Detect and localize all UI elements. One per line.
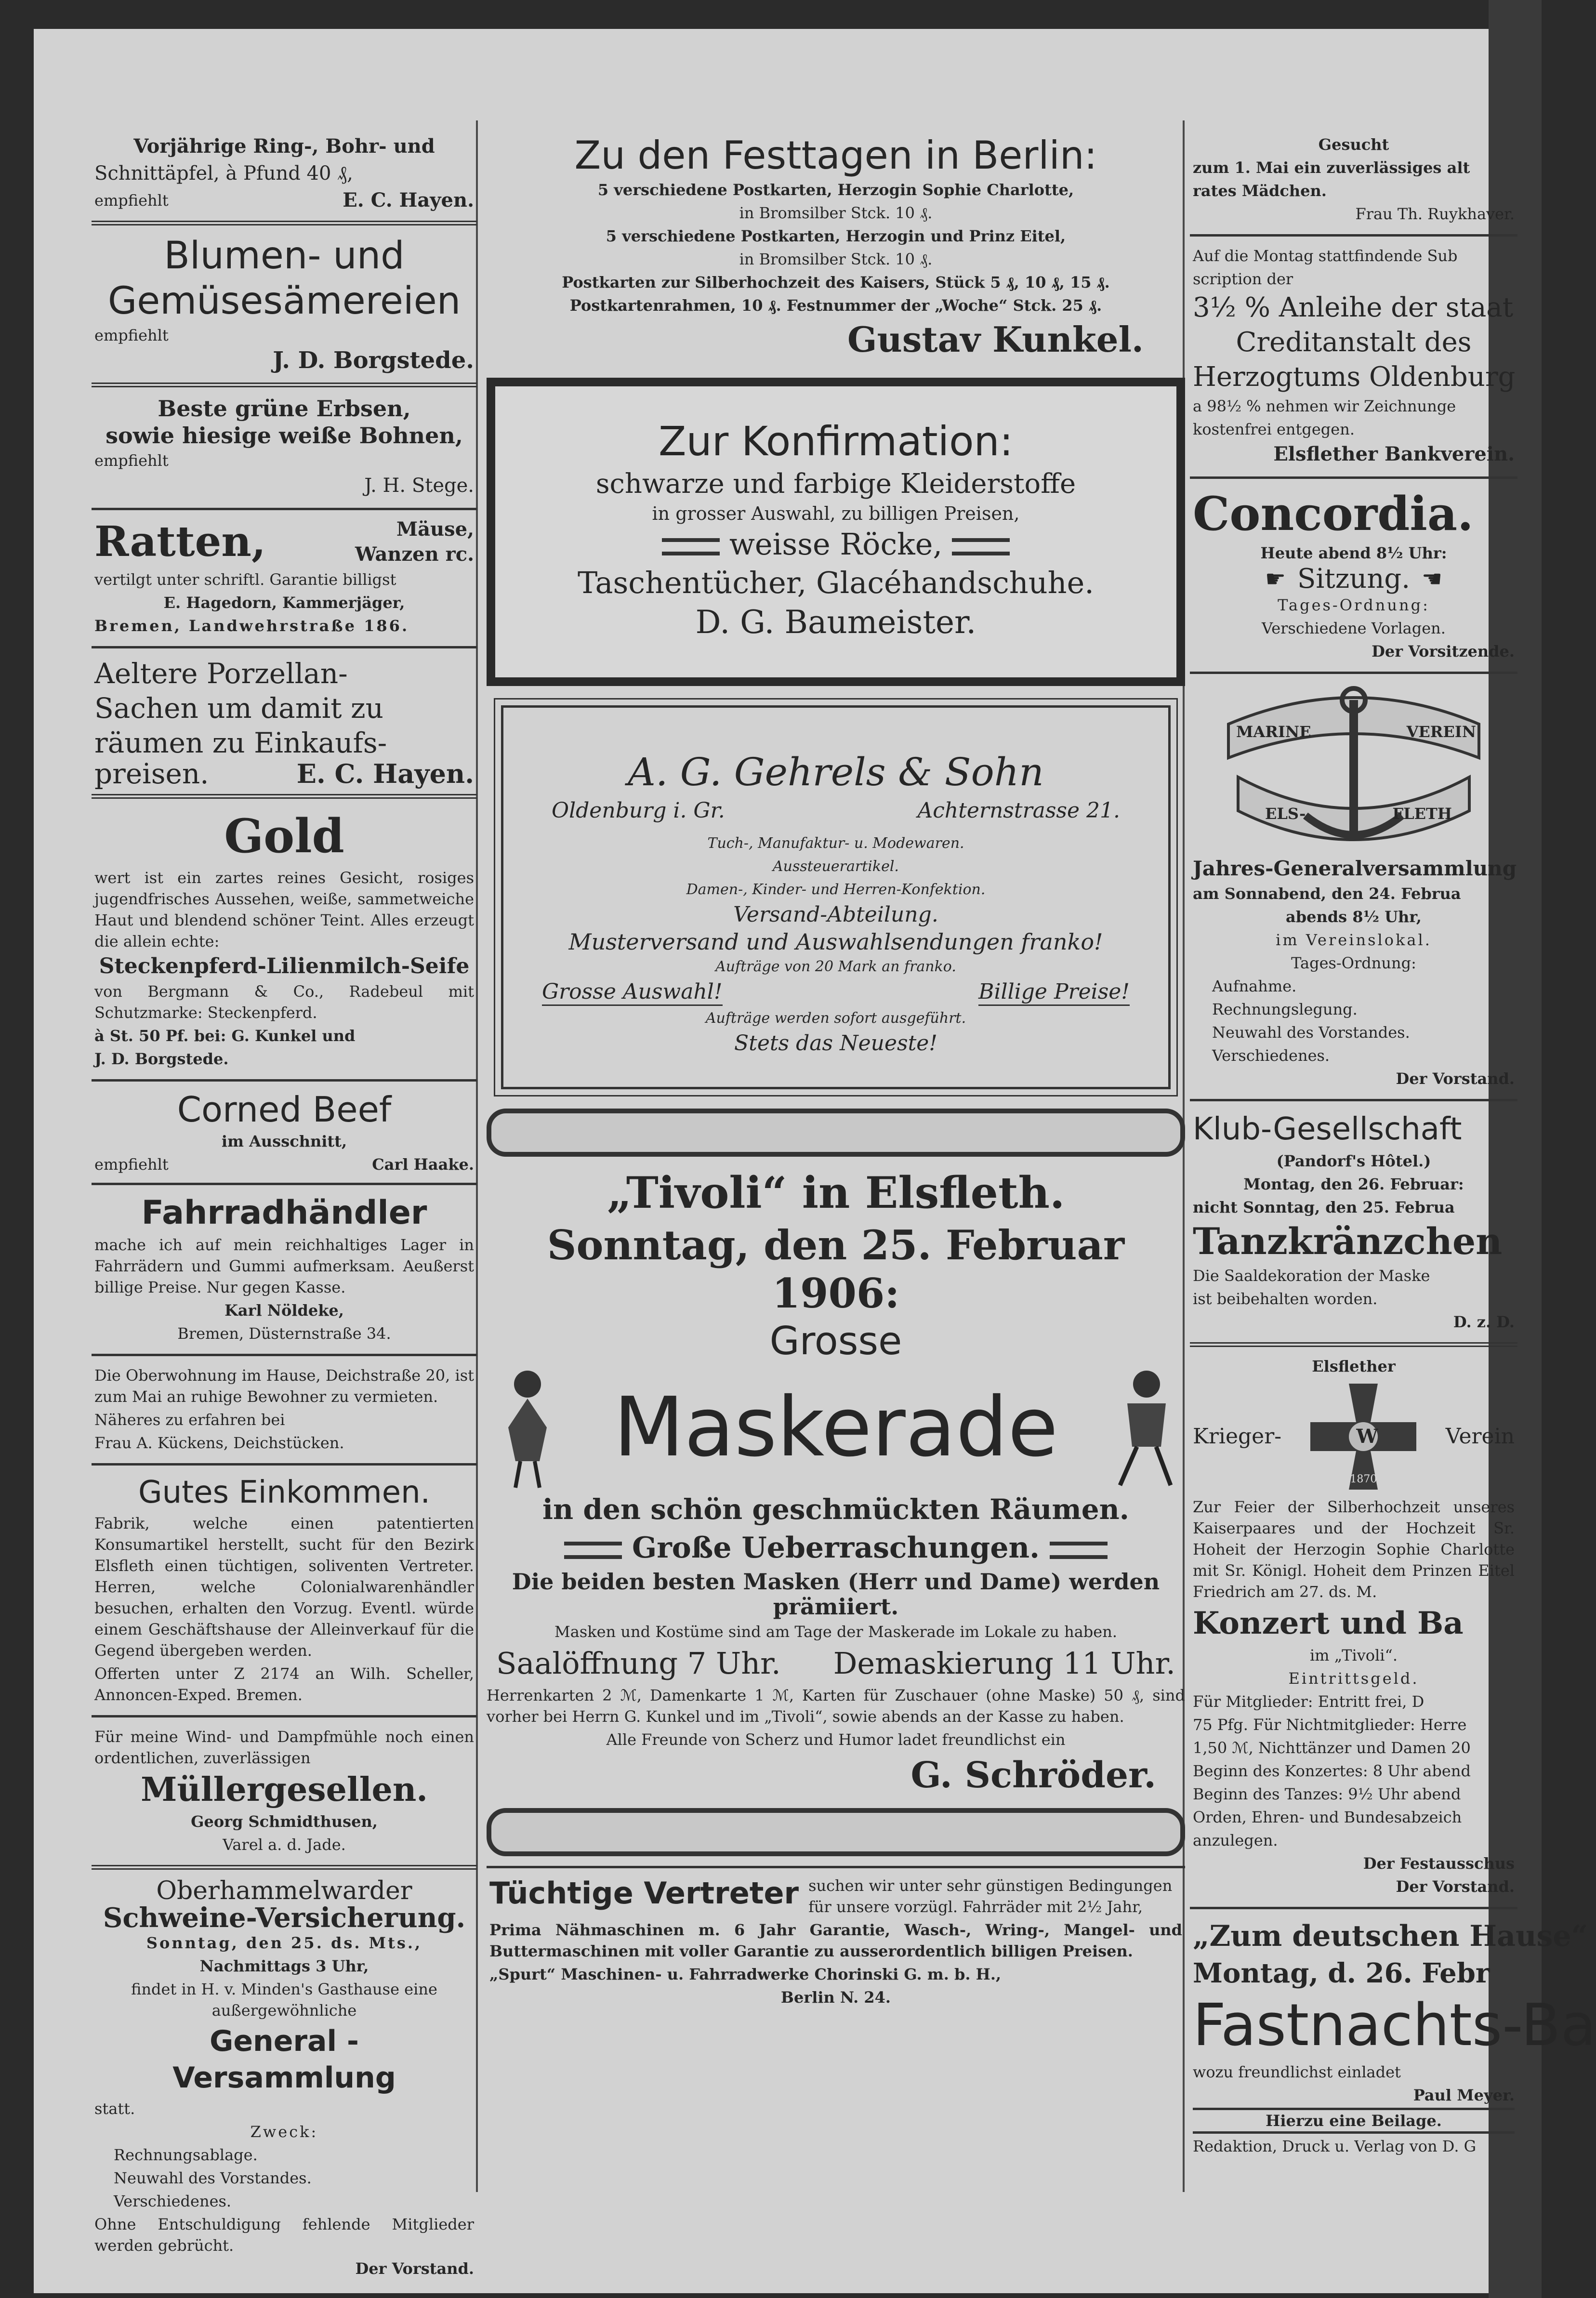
ad-gold-soap (92, 799, 477, 1082)
ad-headline: Oberhammelwarder (156, 1876, 412, 1905)
ad-line: rates Mädchen. (1193, 182, 1327, 200)
ad-text: Ohne Entschuldigung fehlende Mitglieder werden gebrücht. (94, 2215, 474, 2255)
ad-line: Sachen um damit zu (94, 692, 383, 725)
ad-corned-beef (92, 1082, 477, 1185)
ad-line: in den schön geschmückten Räumen. (542, 1493, 1129, 1526)
ad-porcelain (92, 648, 477, 799)
ad-headline: Jahres-Generalversammlung (1193, 857, 1517, 880)
ad-signature: Der Vorstand. (1396, 1070, 1515, 1088)
ad-headline: Fastnachts-Ba (1193, 1992, 1596, 2059)
divider (564, 1542, 622, 1559)
ad-line: zum 1. Mai ein zuverlässiges alt (1193, 158, 1470, 177)
ad-line: suchen wir unter sehr günstigen Bedingungen für unsere vorzügl. Fahrräder mit 2½ Jahr, (808, 1876, 1173, 1916)
column-right (1190, 125, 1596, 2166)
ad-line: wozu freundlichst einladet (1193, 2063, 1401, 2081)
ad-seeds (92, 225, 477, 387)
ad-line: vertilgt unter schriftl. Garantie billigst (94, 570, 396, 589)
ad-line: Für Mitglieder: Entritt frei, D (1193, 1692, 1425, 1711)
ad-line: findet in H. v. Minden's Gasthause eine außergewöhnliche (131, 1980, 437, 2020)
ad-headline: Zur Konfirmation: (658, 418, 1014, 465)
ad-gehrels-frame (501, 705, 1171, 1089)
ad-text: mache ich auf mein reichhaltiges Lager in Fahrrädern und Gummi aufmerksam. Aeußerst billige Preise. Nur gegen Kasse. (94, 1236, 474, 1296)
ad-line: Billige Preise! (978, 979, 1130, 1006)
ad-text: Frau A. Kückens, Deichstücken. (94, 1434, 344, 1452)
imprint: Redaktion, Druck u. Verlag von D. G (1193, 2137, 1477, 2155)
ad-headline: Herzogtums Oldenburg (1193, 361, 1516, 393)
ad-headline: Corned Beef (177, 1089, 392, 1130)
ad-confirmation-frame (487, 378, 1185, 686)
ad-headline: Klub-Gesellschaft (1193, 1111, 1462, 1147)
ad-line: Versand-Abteilung. (733, 902, 938, 927)
ad-item: Neuwahl des Vorstandes. (1212, 1023, 1410, 1042)
pointing-hand-icon: ☛ (1265, 566, 1286, 593)
ad-line: Taschentücher, Glacéhandschuhe. (577, 565, 1094, 600)
ad-line: Hierzu eine Beilage. (1193, 2108, 1515, 2134)
ad-headline: Tüchtige Vertreter (489, 1875, 799, 1911)
ad-item: Neuwahl des Vorstandes. (114, 2169, 312, 2187)
ad-line: Montag, den 26. Februar: (1243, 1175, 1464, 1193)
ad-text: Herrenkarten 2 ℳ, Damenkarte 1 ℳ, Karten für Zuschauer (ohne Maske) 50 ₰, sind vorher bei Herrn G. Kunkel und im „Tivoli“, sowie abends an der Kasse zu haben. (487, 1686, 1185, 1726)
ad-klub-gesellschaft (1190, 1101, 1517, 1347)
ad-line: Beginn des Tanzes: 9½ Uhr abend (1193, 1785, 1461, 1803)
ad-line: Postkartenrahmen, 10 ₰. Festnummer der „Woche“ Stck. 25 ₰. (569, 296, 1102, 315)
ad-line: Beginn des Konzertes: 8 Uhr abend (1193, 1762, 1471, 1780)
ad-concordia (1190, 479, 1517, 674)
ad-line: in grosser Auswahl, zu billigen Preisen, (652, 503, 1020, 524)
ad-line: kostenfrei entgegen. (1193, 420, 1355, 438)
ad-line: Eintrittsgeld. (1288, 1669, 1419, 1688)
ad-line: Varel a. d. Jade. (223, 1836, 346, 1854)
scroll-banner-bottom (487, 1808, 1185, 1856)
emblem-label: W (1356, 1425, 1378, 1448)
divider (662, 538, 720, 555)
ad-headline: Creditanstalt des (1236, 327, 1472, 358)
ad-headline: „Tivoli“ in Elsfleth. (607, 1167, 1065, 1218)
ad-signature: Karl Nöldeke, (224, 1301, 344, 1320)
jester-illustration-icon (1108, 1365, 1180, 1490)
ad-signature: J. H. Stege. (364, 475, 474, 497)
ad-headline: Gemüsesämereien (107, 279, 461, 323)
ad-line: Auf die Montag stattfindende Sub (1193, 247, 1458, 265)
ad-line: Achternstrasse 21. (917, 798, 1120, 823)
ad-line: im „Tivoli“. (1309, 1646, 1398, 1664)
ad-line: räumen zu Einkaufs- (94, 726, 387, 759)
ad-peas (92, 387, 477, 510)
ad-representatives (487, 1866, 1185, 2018)
ad-text: Offerten unter Z 2174 an Wilh. Scheller, Annoncen-Exped. Bremen. (94, 1664, 474, 1704)
ad-line: empfiehlt (94, 451, 169, 470)
ad-line: in Bromsilber Stck. 10 ₰. (739, 250, 933, 268)
ad-line: empfiehlt (94, 326, 169, 344)
ad-line: Die beiden besten Masken (Herr und Dame) werden prämiiert. (512, 1569, 1160, 1620)
ad-text: J. D. Borgstede. (94, 1050, 229, 1068)
ad-line: empfiehlt (94, 1155, 169, 1174)
ad-text: Die Oberwohnung im Hause, Deichstraße 20, ist zum Mai an ruhige Bewohner zu vermieten. (94, 1366, 474, 1406)
ad-maid-wanted (1190, 125, 1517, 237)
ad-line: Stets das Neueste! (734, 1031, 937, 1056)
ad-krieger-verein (1190, 1347, 1517, 1909)
ad-line: Damen-, Kinder- und Herren-Konfektion. (686, 881, 986, 898)
ad-signature: Der Vorsitzende. (1372, 642, 1515, 660)
ad-line: ist beibehalten worden. (1193, 1290, 1378, 1308)
ad-headline: Fahrradhändler (141, 1194, 427, 1232)
ad-headline: General - Versammlung (172, 2024, 396, 2095)
krieger-verein-emblem (1193, 1379, 1515, 1494)
ad-item: Rechnungslegung. (1212, 1000, 1358, 1018)
ad-text: à St. 50 Pf. bei: G. Kunkel und (94, 1027, 356, 1045)
ad-line: Sonntag, den 25. ds. Mts., (146, 1934, 422, 1952)
ad-berlin-postcards (487, 125, 1185, 371)
ad-line: im Vereinslokal. (1276, 931, 1432, 949)
ad-headline: „Zum deutschen Hause“ (1193, 1919, 1588, 1953)
ad-line: Die Saaldekoration der Maske (1193, 1267, 1430, 1285)
ad-text: von Bergmann & Co., Radebeul mit Schutzmarke: Steckenpferd. (94, 982, 474, 1022)
ad-signature: Georg Schmidthusen, (191, 1812, 378, 1831)
ad-signature: D. G. Baumeister. (695, 604, 976, 641)
pointing-hand-icon: ☚ (1422, 566, 1443, 593)
ad-headline: Sitzung. (1297, 563, 1411, 594)
ad-line: Masken und Kostüme sind am Tage der Maskerade im Lokale zu haben. (554, 1623, 1117, 1641)
ad-line: Bremen, Landwehrstraße 186. (94, 617, 409, 635)
ad-headline: Steckenpferd-Lilienmilch-Seife (99, 954, 470, 978)
ad-line: statt. (94, 2100, 135, 2118)
emblem-label: Verein (1445, 1424, 1515, 1449)
emblem-label: VEREIN (1406, 723, 1476, 741)
ad-headline: Ratten, (94, 517, 266, 566)
ad-line: Aufträge werden sofort ausgeführt. (705, 1010, 966, 1027)
ad-line: empfiehlt (94, 191, 169, 210)
ad-line: in Bromsilber Stck. 10 ₰. (739, 204, 933, 222)
ad-line: Verschiedene Vorlagen. (1262, 619, 1446, 637)
ad-headline: Gold (224, 809, 344, 863)
ad-headline: Maskerade (613, 1380, 1058, 1475)
ad-line: Aufträge von 20 Mark an franko. (715, 958, 956, 975)
ad-headline: Zu den Festtagen in Berlin: (574, 133, 1097, 178)
ad-line: preisen. (94, 757, 209, 790)
ad-line: Montag, d. 26. Febr (1193, 1957, 1490, 1989)
ad-line: Frau Th. Ruykhaver. (1355, 205, 1515, 223)
ad-line: Demaskierung 11 Uhr. (833, 1646, 1175, 1681)
ad-line: Schnittäpfel, à Pfund 40 ₰, (94, 162, 353, 185)
ad-headline: Grosse (769, 1319, 902, 1363)
ad-signature: Elsflether Bankverein. (1273, 443, 1515, 465)
ad-line: Oldenburg i. Gr. (552, 798, 725, 823)
ad-bicycles (92, 1185, 477, 1356)
ad-line: Aussteuerartikel. (773, 858, 899, 875)
ad-deutsches-haus (1190, 1909, 1596, 2166)
ad-line: schwarze und farbige Kleiderstoffe (595, 468, 1076, 500)
ad-line: 75 Pfg. Für Nichtmitglieder: Herre (1193, 1716, 1467, 1734)
ad-line: nicht Sonntag, den 25. Februa (1193, 1198, 1455, 1216)
ad-item: Verschiedenes. (114, 2192, 232, 2210)
ad-miller (92, 1717, 477, 1870)
ad-line: Bremen, Düsternstraße 34. (177, 1324, 391, 1343)
emblem-label: MARINE (1236, 723, 1311, 741)
divider (952, 538, 1010, 555)
ad-line: am Sonnabend, den 24. Februa (1193, 885, 1461, 903)
ad-text: Zur Feier der Silberhochzeit unseres Kaiserpaares und der Hochzeit Sr. Hoheit der Herzogin Sophie Charlotte mit Sr. Königl. Hoheit dem Prinzen Eitel Friedrich am 27. ds. M. (1193, 1498, 1515, 1601)
ad-line: anzulegen. (1193, 1831, 1278, 1849)
ad-line: scription der (1193, 270, 1293, 288)
scroll-banner-top (487, 1109, 1185, 1157)
ad-signature: Carl Haake. (372, 1155, 474, 1174)
ad-apples (92, 125, 477, 225)
ad-line: Heute abend 8½ Uhr: (1260, 544, 1447, 562)
ad-line: Orden, Ehren- und Bundesabzeich (1193, 1808, 1462, 1826)
anchor-emblem-icon (1209, 681, 1498, 854)
ad-headline: Schweine-Versicherung. (103, 1902, 466, 1934)
ad-signature: E. C. Hayen. (296, 758, 474, 789)
ad-headline: Tanzkränzchen (1193, 1220, 1503, 1263)
ad-line: Vorjährige Ring-, Bohr- und (133, 135, 435, 158)
ad-headline: A. G. Gehrels & Sohn (628, 750, 1044, 794)
ad-loan (1190, 237, 1517, 479)
ad-text: Für meine Wind- und Dampfmühle noch einen ordentlichen, zuverlässigen (94, 1728, 474, 1767)
ad-line: weisse Röcke, (729, 527, 943, 562)
ad-tivoli-masquerade (487, 1166, 1185, 1798)
divider (1050, 1542, 1108, 1559)
ad-item: Verschiedenes. (1212, 1046, 1330, 1065)
ad-headline: Große Ueberraschungen. (632, 1531, 1040, 1565)
ad-line: a 98½ % nehmen wir Zeichnunge (1193, 397, 1456, 415)
column-left (92, 125, 477, 2289)
ad-signature: Der Vorstand. (1396, 1877, 1515, 1896)
ad-line: Aeltere Porzellan- (94, 657, 348, 690)
ad-headline: Sonntag, den 25. Februar 1906: (547, 1221, 1125, 1317)
ad-headline: 3½ % Anleihe der staat (1193, 292, 1514, 323)
ad-line: E. Hagedorn, Kammerjäger, (163, 594, 405, 612)
emblem-label: FLETH (1392, 805, 1452, 823)
ad-line: abends 8½ Uhr, (1286, 908, 1422, 926)
ad-signature: E. C. Hayen. (343, 189, 474, 211)
ad-signature: G. Schröder. (910, 1755, 1156, 1796)
ad-apartment (92, 1356, 477, 1466)
ad-headline: Wanzen rc. (355, 543, 474, 566)
ad-line: 5 verschiedene Postkarten, Herzogin und Prinz Eitel, (606, 227, 1066, 245)
ad-signature: Gustav Kunkel. (847, 319, 1144, 360)
ad-line: im Ausschnitt, (221, 1132, 347, 1150)
ad-line: Tages-Ordnung: (1278, 596, 1430, 614)
ad-line: 5 verschiedene Postkarten, Herzogin Sophie Charlotte, (597, 181, 1074, 199)
emblem-label: Krieger- (1193, 1424, 1282, 1449)
column-middle (487, 125, 1185, 2018)
ad-text: Fabrik, welche einen patentierten Konsumartikel herstellt, sucht für den Bezirk Elsfleth einen tüchtigen, soliventen Vertreter. Herren, welche Colonialwarenhändler besuchen, erhalten den Vorzug. Eventl. würde einem Geschäftshause der Alleinverkauf für die Gegend übergeben werden. (94, 1514, 474, 1660)
ad-headline: Concordia. (1193, 487, 1474, 541)
ad-headline: Mäuse, (396, 518, 474, 541)
ad-line: Tuch-, Manufaktur- u. Modewaren. (707, 835, 964, 852)
ad-signature: Paul Meyer. (1413, 2086, 1515, 2104)
ad-line: Nachmittags 3 Uhr, (199, 1957, 369, 1975)
ad-line: 1,50 ℳ, Nichttänzer und Damen 20 (1193, 1739, 1471, 1757)
ad-pig-insurance (92, 1870, 477, 2289)
ad-line: Saalöffnung 7 Uhr. (496, 1646, 781, 1681)
ad-line: Alle Freunde von Scherz und Humor ladet freundlichst ein (606, 1730, 1066, 1749)
ad-line: Tages-Ordnung: (1291, 954, 1416, 972)
ad-line: Grosse Auswahl! (542, 979, 723, 1006)
ad-signature: Der Festausschus (1363, 1854, 1515, 1873)
ad-text: wert ist ein zartes reines Gesicht, rosiges jugendfrisches Aussehen, weiße, sammetweiche Haut und blendend schöner Teint. Alles erzeugt die allein echte: (94, 869, 474, 951)
ad-marine-verein (1190, 674, 1517, 1101)
ad-income (92, 1466, 477, 1717)
emblem-label: ELS- (1265, 805, 1306, 823)
dancer-illustration-icon (491, 1365, 564, 1490)
ad-line: Postkarten zur Silberhochzeit des Kaisers, Stück 5 ₰, 10 ₰, 15 ₰. (562, 273, 1110, 291)
ad-headline: Gesucht (1318, 135, 1389, 154)
ad-rats (92, 510, 477, 648)
marine-verein-emblem (1193, 681, 1515, 854)
ad-signature: Der Vorstand. (355, 2259, 474, 2278)
ad-line: Musterversand und Auswahlsendungen franko! (568, 929, 1103, 955)
emblem-label: Elsflether (1312, 1357, 1396, 1375)
ad-line: „Spurt“ Maschinen- u. Fahrradwerke Chorinski G. m. b. H., (489, 1965, 1002, 1983)
ad-headline: Gutes Einkommen. (138, 1475, 430, 1510)
ad-signature: J. D. Borgstede. (273, 347, 474, 374)
ad-item: Rechnungsablage. (114, 2146, 258, 2164)
emblem-label: 1870 (1350, 1473, 1377, 1485)
ad-headline: Müllergesellen. (141, 1770, 428, 1809)
ad-text: Näheres zu erfahren bei (94, 1411, 285, 1429)
ad-item: Aufnahme. (1212, 977, 1297, 995)
ad-headline: Beste grüne Erbsen, (158, 396, 411, 422)
ad-line: Zweck: (250, 2123, 318, 2141)
ad-line: (Pandorf's Hôtel.) (1276, 1152, 1431, 1170)
ad-line: Berlin N. 24. (780, 1988, 891, 2007)
ad-headline: sowie hiesige weiße Bohnen, (106, 423, 463, 449)
ad-signature: D. z. D. (1453, 1313, 1515, 1331)
ad-headline: Konzert und Ba (1193, 1605, 1464, 1641)
ad-text: Prima Nähmaschinen m. 6 Jahr Garantie, Wasch-, Wring-, Mangel- und Buttermaschinen mit voller Garantie zu ausserordentlich billigen Preisen. (489, 1921, 1182, 1960)
ad-headline: Blumen- und (164, 234, 405, 277)
